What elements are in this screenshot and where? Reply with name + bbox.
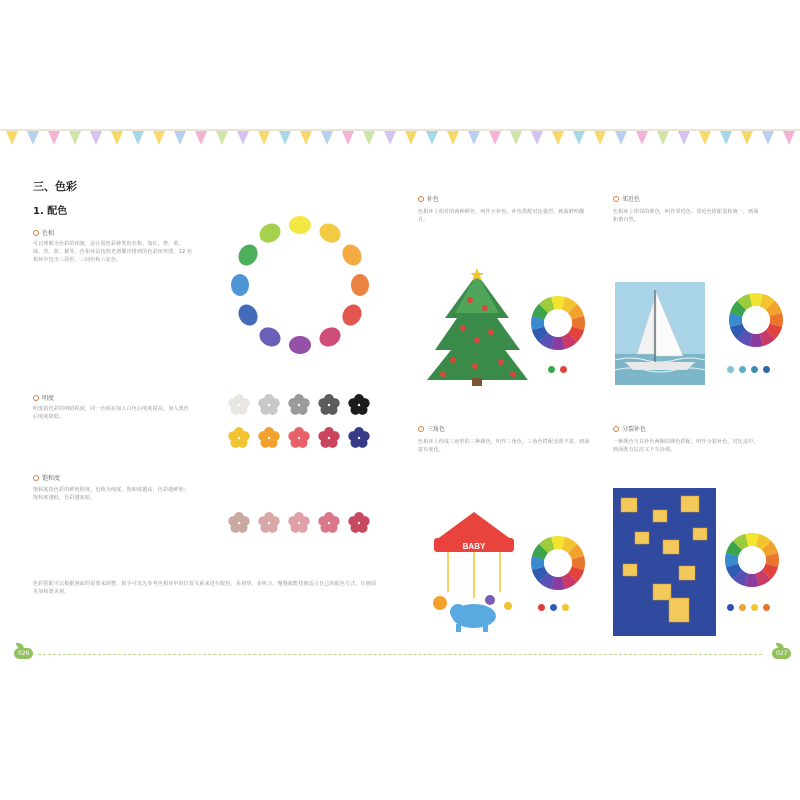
bunting-flag	[342, 131, 354, 145]
bullet-icon	[418, 196, 424, 202]
leaf-shape	[231, 274, 249, 296]
bunting-flag	[720, 131, 732, 145]
color-swatch	[550, 604, 557, 611]
color-swatch	[560, 366, 567, 373]
bunting-flag	[447, 131, 459, 145]
page-number-right: 027	[772, 648, 791, 659]
leaf-shape	[235, 241, 262, 269]
color-swatch	[739, 366, 746, 373]
color-swatch	[763, 366, 770, 373]
christmas-tree-illustration	[425, 268, 530, 386]
split-complementary-text: 一种颜色与其补色两侧的颜色搭配，叫作分裂补色。对比适中，画面既有层次又不失协调。	[613, 439, 759, 453]
page-number-left: 026	[14, 648, 33, 659]
bunting-flag	[762, 131, 774, 145]
bunting-flag	[111, 131, 123, 145]
bunting-flag	[405, 131, 417, 145]
bullet-icon	[613, 196, 619, 202]
leaf-shape	[351, 274, 369, 296]
value-flower	[228, 427, 249, 448]
hue-text: 可以理解为色彩的相貌，是区别色彩种类的名称，如红、橙、黄、绿、青、蓝、紫等。色相环是按照光谱顺序排列的色彩环形图，12 色相环中包含三原色、三间色和六复色。	[33, 241, 193, 263]
color-swatch	[739, 604, 746, 611]
saturation-flower	[258, 512, 279, 533]
bunting-flag	[216, 131, 228, 145]
analogous-label: 邻近色	[613, 194, 640, 203]
footer-divider	[38, 654, 762, 655]
leaf-shape	[316, 220, 344, 247]
leaf-shape	[339, 301, 366, 329]
bunting-flag	[363, 131, 375, 145]
bunting-flag	[27, 131, 39, 145]
value-flower	[258, 394, 279, 415]
bunting-flag	[615, 131, 627, 145]
value-flower	[258, 427, 279, 448]
bunting-flag	[531, 131, 543, 145]
bullet-icon	[33, 395, 39, 401]
color-swatch	[727, 604, 734, 611]
color-wheel-triadic	[530, 535, 586, 591]
color-swatch	[562, 604, 569, 611]
section-title: 三、色彩	[33, 180, 77, 193]
bunting-flag	[153, 131, 165, 145]
leaf-shape	[289, 336, 311, 354]
complementary-label: 补色	[418, 194, 439, 203]
saturation-text: 饱和度指色彩的鲜艳程度，也称为纯度。饱和度越高，色彩越鲜艳；饱和度越低，色彩越灰暗。	[33, 487, 190, 501]
bunting-flag	[678, 131, 690, 145]
bunting-flag	[594, 131, 606, 145]
bunting-flag	[783, 131, 795, 145]
triadic-text: 色相环上构成三角形的三种颜色，叫作三角色。三角色搭配活泼丰富，画面富有变化。	[418, 439, 590, 453]
color-swatch	[538, 604, 545, 611]
bunting-flag	[69, 131, 81, 145]
value-flower	[348, 394, 369, 415]
split-complementary-label: 分裂补色	[613, 424, 646, 433]
leaf-shape	[316, 324, 344, 351]
sailboat-illustration	[615, 282, 705, 385]
bunting-flag	[6, 131, 18, 145]
leaf-shape	[256, 220, 284, 247]
baby-sign: BABY	[462, 542, 486, 551]
subsection-title: 1. 配色	[33, 206, 68, 217]
value-label: 明度	[33, 393, 54, 402]
bunting-flag	[300, 131, 312, 145]
value-text: 明度指色彩的明暗程度，同一色相在加入白色后明度提高，加入黑色后明度降低。	[33, 406, 190, 420]
bunting-flag	[48, 131, 60, 145]
bunting-flag	[510, 131, 522, 145]
bunting-flag	[657, 131, 669, 145]
leaf-ring	[231, 216, 369, 354]
bottom-text: 色彩搭配可以根据画面的需要来调整，新手可以先参考色相环中的位置关系来进行配色，多观察、多练习，慢慢就能找到适合自己的配色方式，让画面更加和谐美观。	[33, 581, 377, 595]
bunting-flag	[258, 131, 270, 145]
bullet-icon	[33, 475, 39, 481]
bunting-flag	[552, 131, 564, 145]
value-flowers	[225, 393, 375, 453]
bunting-flag	[321, 131, 333, 145]
leaf-color-wheel	[218, 205, 383, 365]
value-flower	[348, 427, 369, 448]
saturation-flower	[348, 512, 369, 533]
value-flower	[288, 394, 309, 415]
value-flower	[228, 394, 249, 415]
value-flower	[318, 394, 339, 415]
bunting-flag	[426, 131, 438, 145]
leaf-shape	[339, 241, 366, 269]
leaf-shape	[235, 301, 262, 329]
bullet-icon	[33, 230, 39, 236]
bunting-flag	[384, 131, 396, 145]
saturation-flower	[228, 512, 249, 533]
color-wheel-analogous	[728, 292, 784, 348]
bunting-flag	[741, 131, 753, 145]
carousel-illustration	[428, 508, 520, 633]
bunting-flag	[636, 131, 648, 145]
complementary-text: 色相环上相对的两种颜色，叫作互补色。补色搭配对比强烈，画面鲜明醒目。	[418, 209, 585, 223]
saturation-label: 饱和度	[33, 473, 60, 482]
leaf-shape	[256, 324, 284, 351]
bunting-flag	[174, 131, 186, 145]
leaf-shape	[289, 216, 311, 234]
color-wheel-split-complementary	[724, 532, 780, 588]
triadic-label: 三角色	[418, 424, 445, 433]
bunting-flag	[237, 131, 249, 145]
color-swatch	[763, 604, 770, 611]
hue-label: 色相	[33, 228, 54, 237]
bunting-flag	[90, 131, 102, 145]
bunting-decoration	[0, 128, 800, 150]
value-flower	[318, 427, 339, 448]
color-swatch	[751, 604, 758, 611]
color-swatch	[751, 366, 758, 373]
bullet-icon	[418, 426, 424, 432]
bunting-flag	[195, 131, 207, 145]
bunting-flag	[132, 131, 144, 145]
bullet-icon	[613, 426, 619, 432]
color-swatch	[727, 366, 734, 373]
bunting-flag	[699, 131, 711, 145]
bunting-flag	[573, 131, 585, 145]
color-swatch	[548, 366, 555, 373]
saturation-flower	[288, 512, 309, 533]
saturation-flower	[318, 512, 339, 533]
bunting-flag	[279, 131, 291, 145]
analogous-text: 色相环上相邻的颜色，叫作邻近色。邻近色搭配柔和统一，画面和谐自然。	[613, 209, 759, 223]
bunting-flag	[468, 131, 480, 145]
bunting-flag	[489, 131, 501, 145]
value-flower	[288, 427, 309, 448]
color-wheel-complementary	[530, 295, 586, 351]
saturation-flowers	[225, 508, 375, 538]
lantern-illustration	[613, 488, 716, 636]
